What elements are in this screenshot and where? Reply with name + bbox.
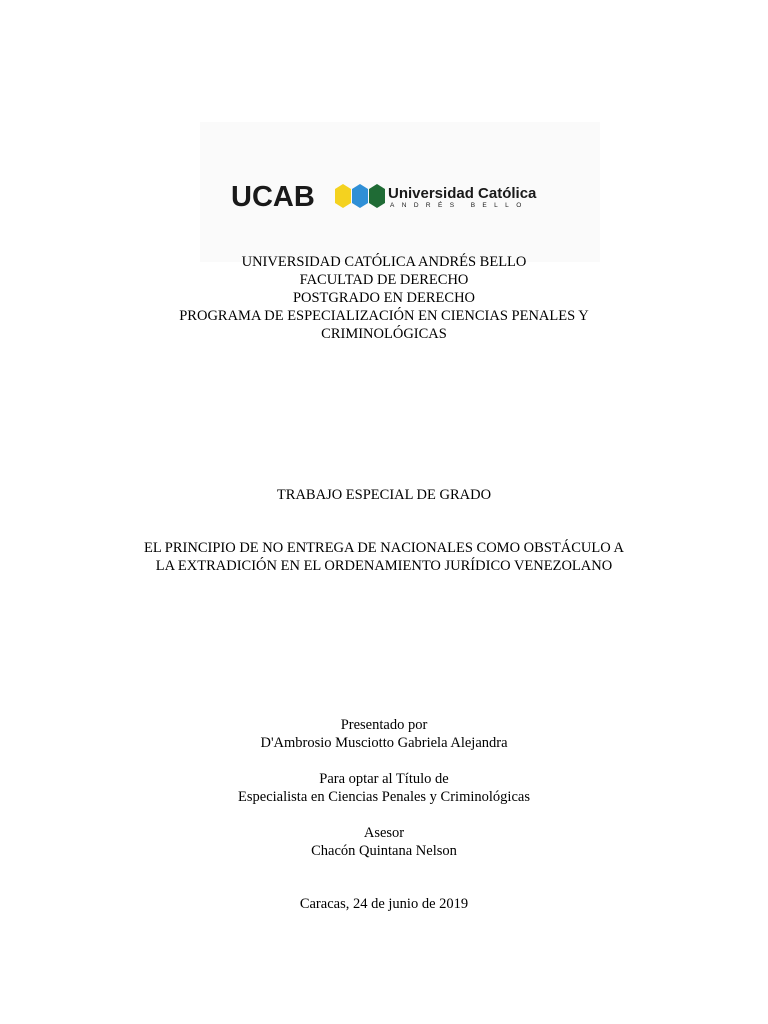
- degree-title: Especialista en Ciencias Penales y Criminológicas: [238, 789, 530, 805]
- work-type-block: [0, 486, 768, 504]
- program-name-line2: CRIMINOLÓGICAS: [321, 326, 447, 342]
- degree-block: [0, 770, 768, 806]
- institution-block: [0, 253, 768, 343]
- thesis-title-line1: EL PRINCIPIO DE NO ENTREGA DE NACIONALES COMO OBSTÁCULO A: [144, 540, 624, 556]
- logo-name-line2: ANDRÉS BELLO: [390, 202, 529, 209]
- logo-hex-blue: [352, 184, 368, 208]
- faculty-name: FACULTAD DE DERECHO: [299, 272, 469, 288]
- advisor-block: [0, 824, 768, 860]
- work-type: TRABAJO ESPECIAL DE GRADO: [276, 487, 492, 503]
- logo-name-line1: Universidad Católica: [388, 185, 537, 202]
- ucab-logo-graphic: [200, 122, 600, 262]
- logo-acronym: UCAB: [231, 181, 315, 213]
- logo-hex-yellow: [335, 184, 351, 208]
- place-date-block: [0, 895, 768, 913]
- thesis-title-line2: LA EXTRADICIÓN EN EL ORDENAMIENTO JURÍDICO VENEZOLANO: [155, 558, 613, 574]
- author-name: D'Ambrosio Musciotto Gabriela Alejandra: [260, 735, 508, 751]
- postgraduate-name: POSTGRADO EN DERECHO: [292, 290, 476, 306]
- presented-by-block: [0, 716, 768, 752]
- university-logo: [200, 122, 600, 262]
- presented-by-label: Presentado por: [340, 717, 428, 733]
- logo-hex-green: [369, 184, 385, 208]
- degree-label: Para optar al Título de: [319, 771, 449, 787]
- advisor-label: Asesor: [363, 825, 405, 841]
- place-date: Caracas, 24 de junio de 2019: [299, 896, 469, 912]
- program-name-line1: PROGRAMA DE ESPECIALIZACIÓN EN CIENCIAS PENALES Y: [179, 308, 589, 324]
- thesis-title-block: [0, 539, 768, 575]
- advisor-name: Chacón Quintana Nelson: [311, 843, 457, 859]
- university-name: UNIVERSIDAD CATÓLICA ANDRÉS BELLO: [241, 254, 527, 270]
